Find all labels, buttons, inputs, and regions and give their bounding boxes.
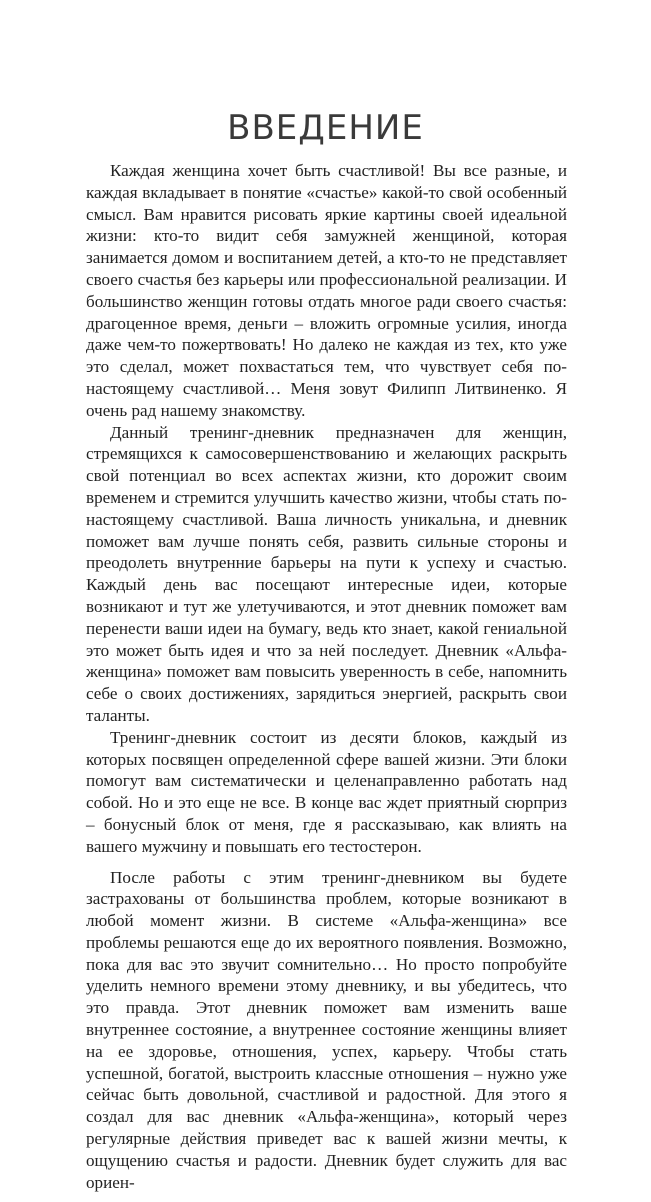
paragraph-4: После работы с этим тренинг-дневником вы будете застрахованы от большинства проблем, которые возникают в любой момент жизни. В системе «Альфа-женщина» все проблемы решаются еще до их вероятного появления. Возможно, пока для вас это звучит сомнительно… Но просто попробуйте уделить немного времени этому дневнику, и вы убедитесь, что это правда. Этот дневник поможет вам изменить ваше внутреннее состояние, а внутреннее состояние женщины влияет на ее здоровье, отношения, успех, карьеру. Чтобы стать успешной, богатой, выстроить классные отношения – нужно уже сейчас быть довольной, счастливой и радостной. Для этого я создал для вас дневник «Альфа-женщина», который через регулярные действия приведет вас к вашей жизни мечты, к ощущению счастья и радости. Дневник будет служить для вас ориен- [86,867,567,1192]
paragraph-2: Данный тренинг-дневник предназначен для женщин, стремящихся к самосовершенствованию и желающих раскрыть свой потенциал во всех аспектах жизни, кто дорожит своим временем и стремится улучшить качество жизни, чтобы стать по-настоящему счастливой. Ваша личность уникальна, и дневник поможет вам лучше понять себя, развить сильные стороны и преодолеть внутренние барьеры на пути к успеху и счастью. Каждый день вас посещают интересные идеи, которые возникают и тут же улетучиваются, и этот дневник поможет вам перенести ваши идеи на бумагу, ведь кто знает, какой гениальной это может быть идея и что за ней последует. Дневник «Альфа-женщина» поможет вам повысить уверенность в себе, напомнить себе о своих достижениях, зарядиться энергией, раскрыть свои таланты. [86,422,567,725]
paragraph-3: Тренинг-дневник состоит из десяти блоков, каждый из которых посвящен определенной сфере вашей жизни. Эти блоки помогут вам систематически и целенаправленно работать над собой. Но и это еще не все. В конце вас ждет приятный сюрприз – бонусный блок от меня, где я рассказываю, как влиять на вашего мужчину и повышать его тестостерон. [86,727,567,856]
paragraph-1: Каждая женщина хочет быть счастливой! Вы все разные, и каждая вкладывает в понятие «счастье» какой-то свой особенный смысл. Вам нравится рисовать яркие картины своей идеальной жизни: кто-то видит себя замужней женщиной, которая занимается домом и воспитанием детей, а кто-то не представляет своего счастья без карьеры или профессиональной реализации. И большинство женщин готовы отдать многое ради своего счастья: драгоценное время, деньги – вложить огромные усилия, иногда даже чем-то пожертвовать! Но далеко не каждая из тех, кто уже это сделал, может похвастаться тем, что чувствует себя по-настоящему счастливой… Меня зовут Филипп Литвиненко. Я очень рад нашему знакомству. [86,161,567,420]
chapter-title: ВВЕДЕНИЕ [227,108,424,148]
chapter-body [86,160,567,1202]
